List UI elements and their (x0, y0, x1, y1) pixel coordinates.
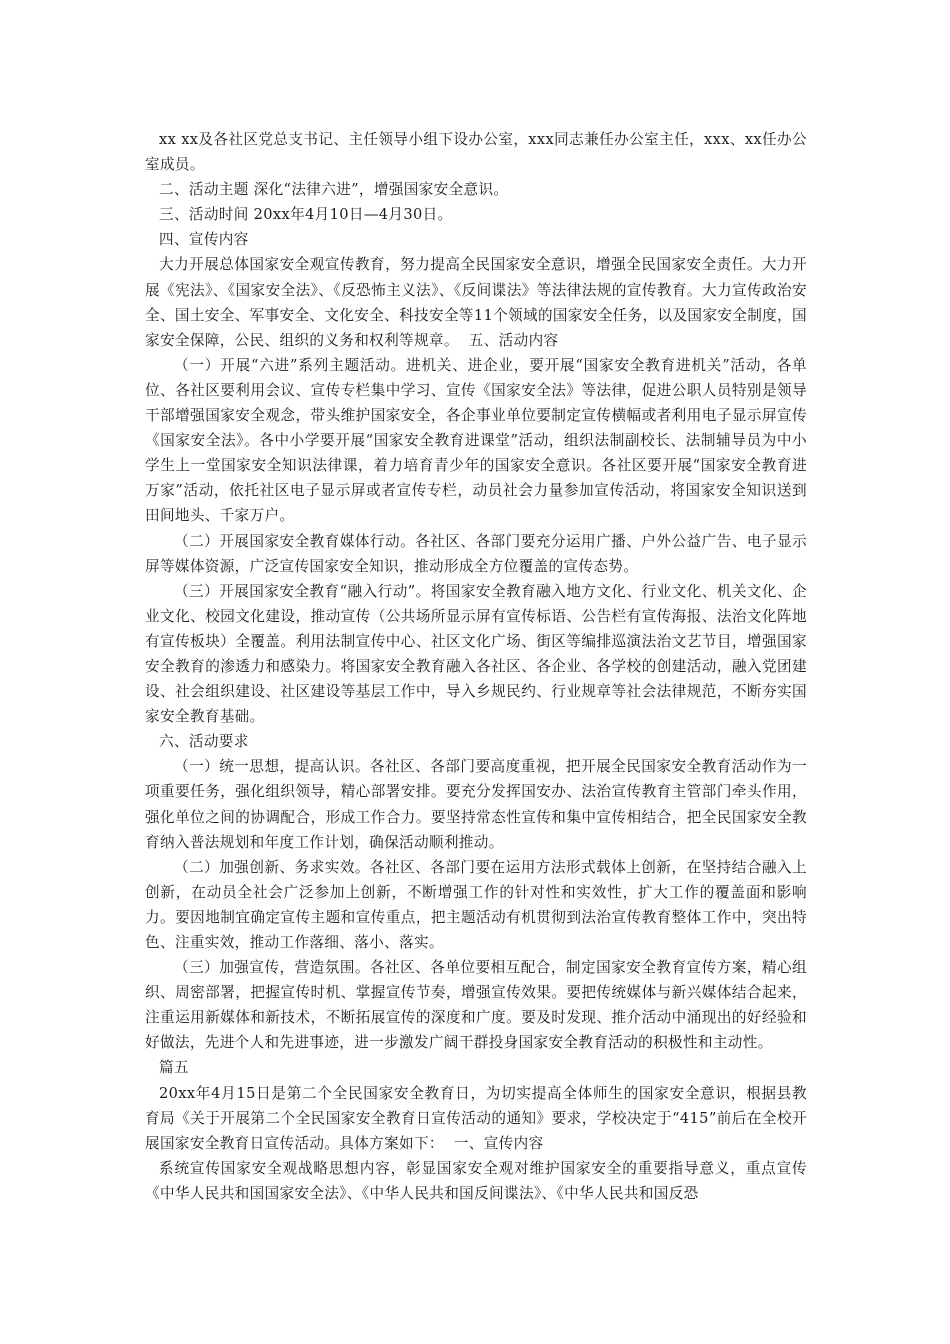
heading-part-five: 篇五 (159, 1059, 189, 1077)
document-body (145, 127, 807, 1206)
paragraph-media-action: （二）开展国家安全教育媒体行动。各社区、各部门要充分运用广播、户外公益广告、电子显示屏等媒体资源，广泛宣传国家安全知识，推动形成全方位覆盖的宣传态势。 (145, 532, 807, 575)
paragraph-security-concept: 系统宣传国家安全观战略思想内容，彰显国家安全观对维护国家安全的重要指导意义，重点宣传《中华人民共和国国家安全法》、《中华人民共和国反间谍法》、《中华人民共和国反恐 (145, 1159, 807, 1202)
paragraph-innovation: （二）加强创新、务求实效。各社区、各部门要在运用方法形式载体上创新，在坚持结合融入上创新，在动员全社会广泛参加上创新，不断增强工作的针对性和实效性，扩大工作的覆盖面和影响力。要因地制宜确定宣传主题和宣传重点，把主题活动有机贯彻到法治宣传教育整体工作中，突出特色、注重实效，推动工作落细、落小、落实。 (145, 858, 807, 951)
heading-activity-time: 三、活动时间 20xx年4月10日—4月30日。 (159, 206, 453, 224)
heading-publicity-content: 四、宣传内容 (159, 231, 249, 249)
paragraph-unify-thinking: （一）统一思想，提高认识。各社区、各部门要高度重视，把开展全民国家安全教育活动作为一项重要任务，强化组织领导，精心部署安排。要充分发挥国安办、法治宣传教育主管部门牵头作用，强化单位之间的协调配合，形成工作合力。要坚持常态性宣传和集中宣传相结合，把全民国家安全教育纳入普法规划和年度工作计划，确保活动顺利推动。 (145, 758, 807, 851)
paragraph-publicity-content: 大力开展总体国家安全观宣传教育，努力提高全民国家安全意识，增强全民国家安全责任。大力开展《宪法》、《国家安全法》、《反恐怖主义法》、《反间谍法》等法律法规的宣传教育。大力宣传政治安全、国土安全、军事安全、文化安全、科技安全等11个领域的国家安全任务，以及国家安全制度，国家安全保障，公民、组织的义务和权利等规章。 五、活动内容 (145, 256, 807, 349)
heading-activity-theme: 二、活动主题 深化“法律六进”，增强国家安全意识。 (159, 181, 509, 199)
paragraph-six-entries: （一）开展“六进”系列主题活动。进机关、进企业，要开展“国家安全教育进机关”活动，各单位、各社区要利用会议、宣传专栏集中学习、宣传《国家安全法》等法律，促进公职人员特别是领导干部增强国家安全观念，带头维护国家安全，各企事业单位要制定宣传横幅或者利用电子显示屏宣传《国家安全法》。各中小学要开展“国家安全教育进课堂”活动，组织法制副校长、法制辅导员为中小学生上一堂国家安全知识法律课，着力培育青少年的国家安全意识。各社区要开展“国家安全教育进万家”活动，依托社区电子显示屏或者宣传专栏，动员社会力量参加宣传活动，将国家安全知识送到田间地头、千家万户。 (145, 356, 808, 525)
heading-activity-requirements: 六、活动要求 (159, 733, 249, 751)
paragraph-publicity-atmosphere: （三）加强宣传，营造氛围。各社区、各单位要相互配合，制定国家安全教育宣传方案，精心组织、周密部署，把握宣传时机、掌握宣传节奏，增强宣传效果。要把传统媒体与新兴媒体结合起来，注重运用新媒体和新技术，不断拓展宣传的深度和广度。要及时发现、推介活动中涌现出的好经验和好做法，先进个人和先进事迹，进一步激发广阔干群投身国家安全教育活动的积极性和主动性。 (145, 959, 807, 1052)
paragraph-integration-action: （三）开展国家安全教育“融入行动”。将国家安全教育融入地方文化、行业文化、机关文化、企业文化、校园文化建设，推动宣传（公共场所显示屏有宣传标语、公告栏有宣传海报、法治文化阵地有宣传板块）全覆盖。利用法制宣传中心、社区文化广场、街区等编排巡演法治文艺节目，增强国家安全教育的渗透力和感染力。将国家安全教育融入各社区、各企业、各学校的创建活动，融入党团建设、社会组织建设、社区建设等基层工作中，导入乡规民约、行业规章等社会法律规范，不断夯实国家安全教育基础。 (145, 582, 807, 726)
paragraph-office-members: xx xx及各社区党总支书记、主任领导小组下设办公室，xxx同志兼任办公室主任，xxx、xx任办公室成员。 (145, 131, 807, 174)
paragraph-education-day: 20xx年4月15日是第二个全民国家安全教育日，为切实提高全体师生的国家安全意识，根据县教育局《关于开展第二个全民国家安全教育日宣传活动的通知》要求，学校决定于“415”前后在全校开展国家安全教育日宣传活动。具体方案如下： 一、宣传内容 (145, 1084, 807, 1152)
